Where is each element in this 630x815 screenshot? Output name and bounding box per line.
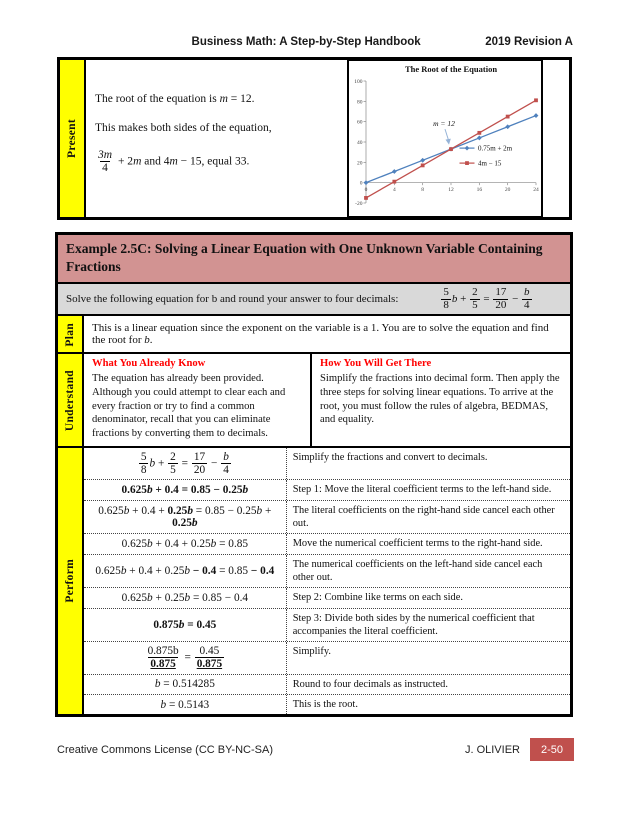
understand-label-cell bbox=[58, 354, 84, 446]
what-you-know-text: The equation has already been provided. Although you could attempt to clear each and every fraction or try to find a common denominator, recall that you can eliminate fractions by converting them to decimals. bbox=[92, 373, 286, 440]
svg-text:24: 24 bbox=[533, 187, 539, 194]
what-you-know-title: What You Already Know bbox=[92, 358, 206, 370]
revision-label: 2019 Revision A bbox=[485, 36, 573, 48]
problem-statement bbox=[58, 284, 570, 317]
plan-text-content: This is a linear equation since the exponent on the variable is a 1. You are to solve the equation and find the root for b. bbox=[92, 322, 549, 347]
page-footer bbox=[57, 738, 574, 761]
equation-cell: b = 0.5143 bbox=[160, 698, 210, 711]
svg-text:8: 8 bbox=[421, 187, 425, 194]
svg-text:80: 80 bbox=[357, 99, 363, 106]
svg-text:4: 4 bbox=[392, 187, 396, 194]
description-cell: Round to four decimals as instructed. bbox=[286, 675, 570, 694]
page-header bbox=[57, 36, 573, 48]
table-row bbox=[84, 608, 570, 642]
perform-label-cell bbox=[58, 448, 84, 714]
how-get-there-text: Simplify the fractions into decimal form. Then apply the three steps for solving linear equations. To arrive at the root, you must follow the rules of algebra, BEDMAS, and equality. bbox=[320, 373, 560, 426]
svg-text:The Root of the Equation: The Root of the Equation bbox=[404, 64, 498, 74]
description-cell: The literal coefficients on the right-hand side cancel each other out. bbox=[286, 501, 570, 534]
plan-row bbox=[58, 316, 570, 354]
svg-text:60: 60 bbox=[357, 119, 363, 126]
description-cell: Step 2: Combine like terms on each side. bbox=[286, 588, 570, 607]
table-row bbox=[84, 533, 570, 553]
svg-text:100: 100 bbox=[354, 79, 363, 85]
svg-text:0.75m + 2m: 0.75m + 2m bbox=[478, 144, 513, 153]
example-section bbox=[55, 232, 573, 717]
description-cell: This is the root. bbox=[286, 695, 570, 714]
page-number-badge: 2-50 bbox=[530, 738, 574, 761]
equation-cell: 0.625b + 0.25b = 0.85 − 0.4 bbox=[121, 591, 249, 604]
plan-text bbox=[84, 316, 570, 352]
table-row bbox=[84, 641, 570, 673]
description-cell: Simplify. bbox=[286, 642, 570, 673]
how-get-there-column bbox=[310, 354, 570, 446]
table-row bbox=[84, 554, 570, 588]
table-row bbox=[84, 500, 570, 534]
plan-label: Plan bbox=[64, 322, 76, 347]
equation-root-chart bbox=[349, 61, 541, 216]
present-paragraph: $\frac{3m}{4}$ + 2m and 4m − 15, equal 33. bbox=[98, 149, 250, 175]
perform-row bbox=[58, 448, 570, 714]
table-row bbox=[84, 448, 570, 479]
present-paragraph: The root of the equation is m = 12. bbox=[95, 93, 255, 105]
how-get-there-title: How You Will Get There bbox=[320, 358, 432, 370]
equation-cell: 0.875b = 0.45 bbox=[153, 618, 217, 631]
description-cell: Step 3: Divide both sides by the numerical coefficient that accompanies the literal coefficient. bbox=[286, 609, 570, 642]
table-row bbox=[84, 479, 570, 499]
description-cell: Move the numerical coefficient terms to the right-hand side. bbox=[286, 534, 570, 553]
example-title: Example 2.5C: Solving a Linear Equation with One Unknown Variable Containing Fractions bbox=[58, 235, 570, 284]
description-cell: The numerical coefficients on the left-hand side cancel each other out. bbox=[286, 555, 570, 588]
svg-text:20: 20 bbox=[357, 160, 363, 167]
svg-text:-20: -20 bbox=[355, 201, 363, 207]
perform-label: Perform bbox=[64, 559, 76, 603]
equation-cell: $\frac{0.875b}{0.875}$ = $\frac{0.45}{0.875}$ bbox=[147, 645, 223, 671]
understand-label: Understand bbox=[64, 369, 76, 431]
equation-cell: 0.625b + 0.4 = 0.85 − 0.25b bbox=[121, 484, 249, 496]
svg-text:0: 0 bbox=[359, 180, 363, 187]
equation-cell: 0.625b + 0.4 + 0.25b − 0.4 = 0.85 − 0.4 bbox=[95, 564, 275, 577]
problem-equation: $\frac{5}{8}$ b + $\frac{2}{5}$ = $\frac{17}{20}$ − $\frac{b}{4}$ bbox=[443, 285, 530, 311]
footer-license: Creative Commons License (CC BY-NC-SA) bbox=[57, 743, 273, 756]
present-label-cell bbox=[60, 60, 86, 217]
understand-row bbox=[58, 354, 570, 448]
table-row bbox=[84, 587, 570, 607]
svg-text:0: 0 bbox=[364, 187, 368, 194]
chart-panel bbox=[347, 59, 543, 218]
equation-cell: 0.625b + 0.4 + 0.25b = 0.85 − 0.25b + 0.25b bbox=[98, 504, 272, 529]
svg-text:m = 12: m = 12 bbox=[433, 119, 455, 129]
svg-text:4m − 15: 4m − 15 bbox=[478, 159, 502, 168]
description-cell: Simplify the fractions and convert to decimals. bbox=[286, 448, 570, 479]
present-text bbox=[86, 60, 344, 217]
footer-author: J. OLIVIER bbox=[464, 743, 520, 756]
equation-cell: 0.625b + 0.4 + 0.25b = 0.85 bbox=[121, 537, 249, 550]
plan-label-cell bbox=[58, 316, 84, 352]
footer-right bbox=[465, 738, 574, 761]
present-paragraph: This makes both sides of the equation, bbox=[95, 121, 272, 134]
equation-cell: b = 0.514285 bbox=[154, 678, 215, 691]
description-cell: Step 1: Move the literal coefficient terms to the left-hand side. bbox=[286, 480, 570, 499]
svg-text:16: 16 bbox=[476, 187, 483, 194]
equation-cell: $\frac{5}{8}$ b + $\frac{2}{5}$ = $\frac{17}{20}$ − $\frac{b}{4}$ bbox=[140, 450, 229, 477]
svg-text:20: 20 bbox=[504, 187, 511, 194]
problem-text: Solve the following equation for b and round your answer to four decimals: bbox=[66, 293, 399, 305]
present-section bbox=[57, 57, 572, 220]
what-you-know-column bbox=[84, 354, 310, 446]
table-row bbox=[84, 694, 570, 714]
book-title: Business Math: A Step-by-Step Handbook bbox=[191, 36, 421, 48]
table-row bbox=[84, 674, 570, 694]
present-label: Present bbox=[66, 119, 78, 158]
svg-text:12: 12 bbox=[448, 187, 454, 194]
svg-text:40: 40 bbox=[357, 140, 363, 146]
perform-table bbox=[84, 448, 570, 714]
